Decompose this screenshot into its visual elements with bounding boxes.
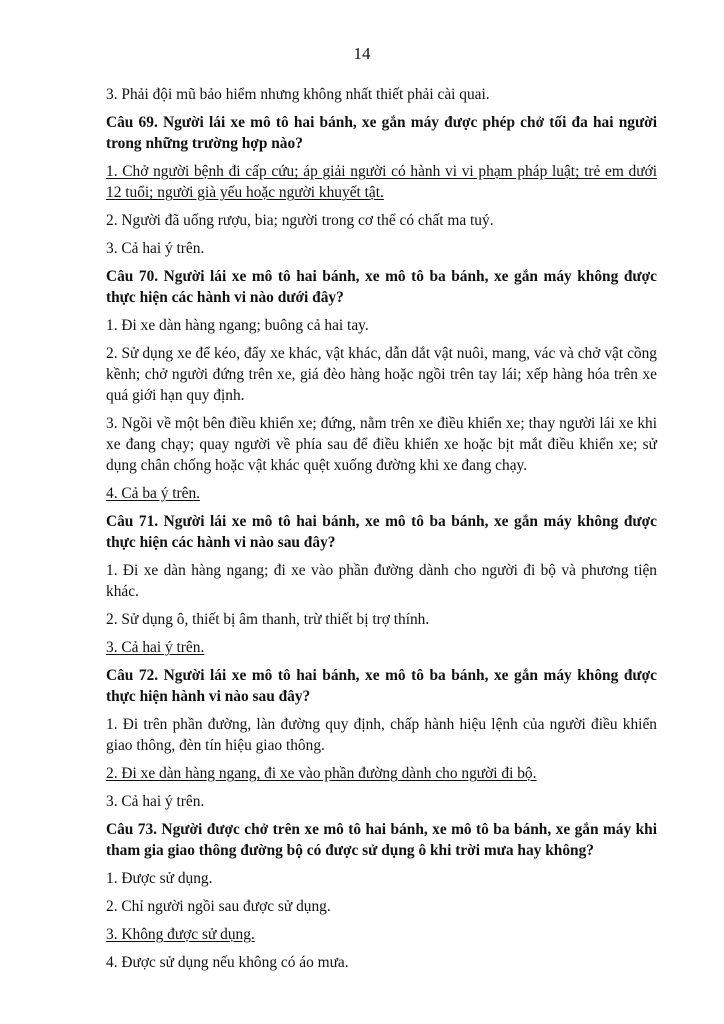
correct-answer-70: 4. Cả ba ý trên. <box>106 485 201 502</box>
question-69: Câu 69. Người lái xe mô tô hai bánh, xe gắn máy được phép chở tối đa hai người trong những trường hợp nào? <box>106 114 657 152</box>
answer-option: 1. Đi xe dàn hàng ngang; đi xe vào phần đường dành cho người đi bộ và phương tiện khác. <box>106 562 657 600</box>
correct-answer-73: 3. Không được sử dụng. <box>106 926 255 943</box>
answer-option: 3. Cả hai ý trên. <box>106 240 205 257</box>
answer-option: 2. Sử dụng ô, thiết bị âm thanh, trừ thiết bị trợ thính. <box>106 611 430 628</box>
answer-option: 1. Đi xe dàn hàng ngang; buông cả hai tay. <box>106 317 369 334</box>
answer-option: 3. Cả hai ý trên. <box>106 793 205 810</box>
answer-option: 3. Phải đội mũ bảo hiểm nhưng không nhất thiết phải cài quai. <box>106 86 490 103</box>
answer-option: 2. Sử dụng xe để kéo, đẩy xe khác, vật khác, dẫn dắt vật nuôi, mang, vác và chở vật cồng kềnh; chở người đứng trên xe, giá đèo hàng hoặc ngồi trên tay lái; xếp hàng hóa trên xe quá giới hạn quy định. <box>106 345 657 404</box>
question-72: Câu 72. Người lái xe mô tô hai bánh, xe mô tô ba bánh, xe gắn máy không được thực hiện hành vi nào sau đây? <box>106 667 657 705</box>
answer-option: 2. Chỉ người ngồi sau được sử dụng. <box>106 898 331 915</box>
answer-option: 2. Người đã uống rượu, bia; người trong cơ thể có chất ma tuý. <box>106 212 494 229</box>
correct-answer-69: 1. Chở người bệnh đi cấp cứu; áp giải người có hành vi vi phạm pháp luật; trẻ em dưới 12 tuổi; người già yếu hoặc người khuyết tật. <box>106 163 657 201</box>
question-70: Câu 70. Người lái xe mô tô hai bánh, xe mô tô ba bánh, xe gắn máy không được thực hiện các hành vi nào dưới đây? <box>106 268 657 306</box>
question-71: Câu 71. Người lái xe mô tô hai bánh, xe mô tô ba bánh, xe gắn máy không được thực hiện các hành vi nào sau đây? <box>106 513 657 551</box>
answer-option: 4. Được sử dụng nếu không có áo mưa. <box>106 954 349 971</box>
page-number: 14 <box>353 44 371 63</box>
correct-answer-71: 3. Cả hai ý trên. <box>106 639 205 656</box>
page-content <box>106 84 657 980</box>
question-73: Câu 73. Người được chở trên xe mô tô hai bánh, xe mô tô ba bánh, xe gắn máy khi tham gia giao thông đường bộ có được sử dụng ô khi trời mưa hay không? <box>106 821 657 859</box>
correct-answer-72: 2. Đi xe dàn hàng ngang, đi xe vào phần đường dành cho người đi bộ. <box>106 765 537 782</box>
answer-option: 1. Đi trên phần đường, làn đường quy định, chấp hành hiệu lệnh của người điều khiển giao thông, đèn tín hiệu giao thông. <box>106 716 657 754</box>
answer-option: 1. Được sử dụng. <box>106 870 213 887</box>
answer-option: 3. Ngồi về một bên điều khiển xe; đứng, nằm trên xe điều khiển xe; thay người lái xe khi xe đang chạy; quay người về phía sau để điều khiển xe hoặc bịt mắt điều khiển xe; sử dụng chân chống hoặc vật khác quệt xuống đường khi xe đang chạy. <box>106 415 657 474</box>
